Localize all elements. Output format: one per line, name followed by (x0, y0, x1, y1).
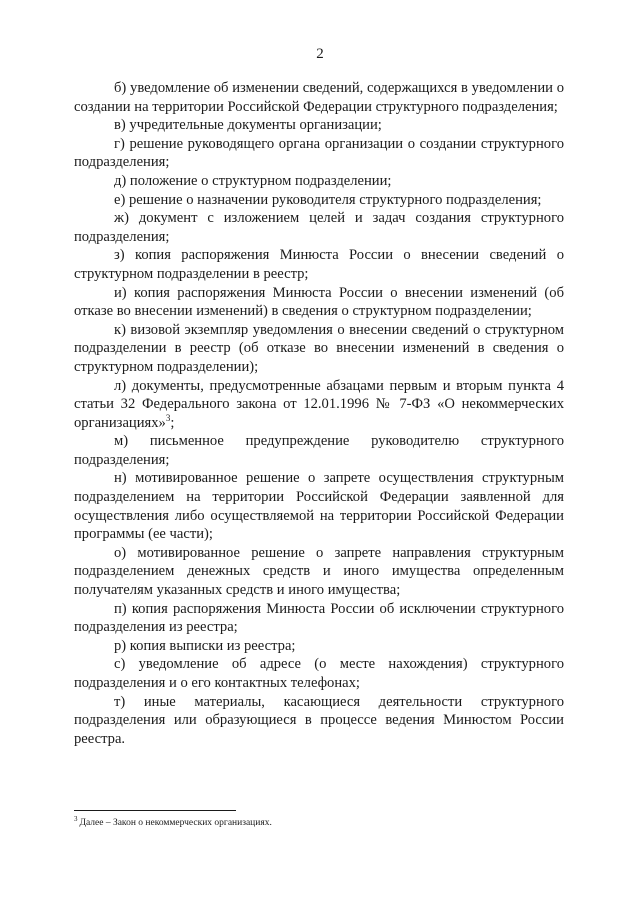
list-item: и) копия распоряжения Минюста России о внесении изменений (об отказе во внесении изменений) в сведения о структурном подразделении; (74, 284, 564, 320)
list-item: л) документы, предусмотренные абзацами первым и вторым пункта 4 статьи 32 Федерального закона от 12.01.1996 № 7-ФЗ «О некоммерческих организациях»$^3$; (74, 377, 564, 431)
list-item: т) иные материалы, касающиеся деятельности структурного подразделения или образующиеся в процессе ведения Минюстом России реестра. (74, 693, 564, 747)
list-item: в) учредительные документы организации; (114, 117, 382, 134)
footnote-divider (74, 810, 236, 811)
list-item: м) письменное предупреждение руководителю структурного подразделения; (74, 433, 564, 468)
footnote-reference[interactable]: 3 (165, 412, 171, 423)
list-item: к) визовой экземпляр уведомления о внесении сведений о структурном подразделении в реестр (об отказе во внесении изменений в сведения о структурном подразделении); (74, 321, 564, 375)
footnote-marker: 3 (74, 814, 78, 823)
list-item: е) решение о назначении руководителя структурного подразделения; (114, 191, 542, 208)
footnote (74, 814, 564, 829)
list-item: г) решение руководящего органа организации о создании структурного подразделения; (74, 135, 564, 171)
list-item: ж) документ с изложением целей и задач создания структурного подразделения; (74, 210, 564, 245)
footnote-text: Далее – Закон о некоммерческих организациях. (79, 818, 272, 828)
list-item: р) копия выписки из реестра; (114, 637, 296, 654)
list-item: з) копия распоряжения Минюста России о внесении сведений о структурном подразделении в реестр; (74, 247, 564, 282)
list-item: с) уведомление об адресе (о месте нахождения) структурного подразделения и о его контактных телефонах; (74, 656, 564, 691)
list-item: б) уведомление об изменении сведений, содержащихся в уведомлении о создании на территории Российской Федерации структурного подразделения; (74, 80, 564, 115)
list-item: н) мотивированное решение о запрете осуществления структурным подразделением на территории Российской Федерации заявленной для осуществления либо осуществляемой на территории Российской Федерации программы (ее части); (74, 470, 564, 543)
page-number: 2 (316, 46, 324, 62)
list-item: д) положение о структурном подразделении; (114, 172, 392, 189)
list-item: п) копия распоряжения Минюста России об исключении структурного подразделения из реестра; (74, 600, 564, 636)
list-item: о) мотивированное решение о запрете направления структурным подразделением денежных средств и иного имущества определенным получателям указанных средств и иного имущества; (74, 544, 564, 599)
document-body (74, 79, 564, 748)
